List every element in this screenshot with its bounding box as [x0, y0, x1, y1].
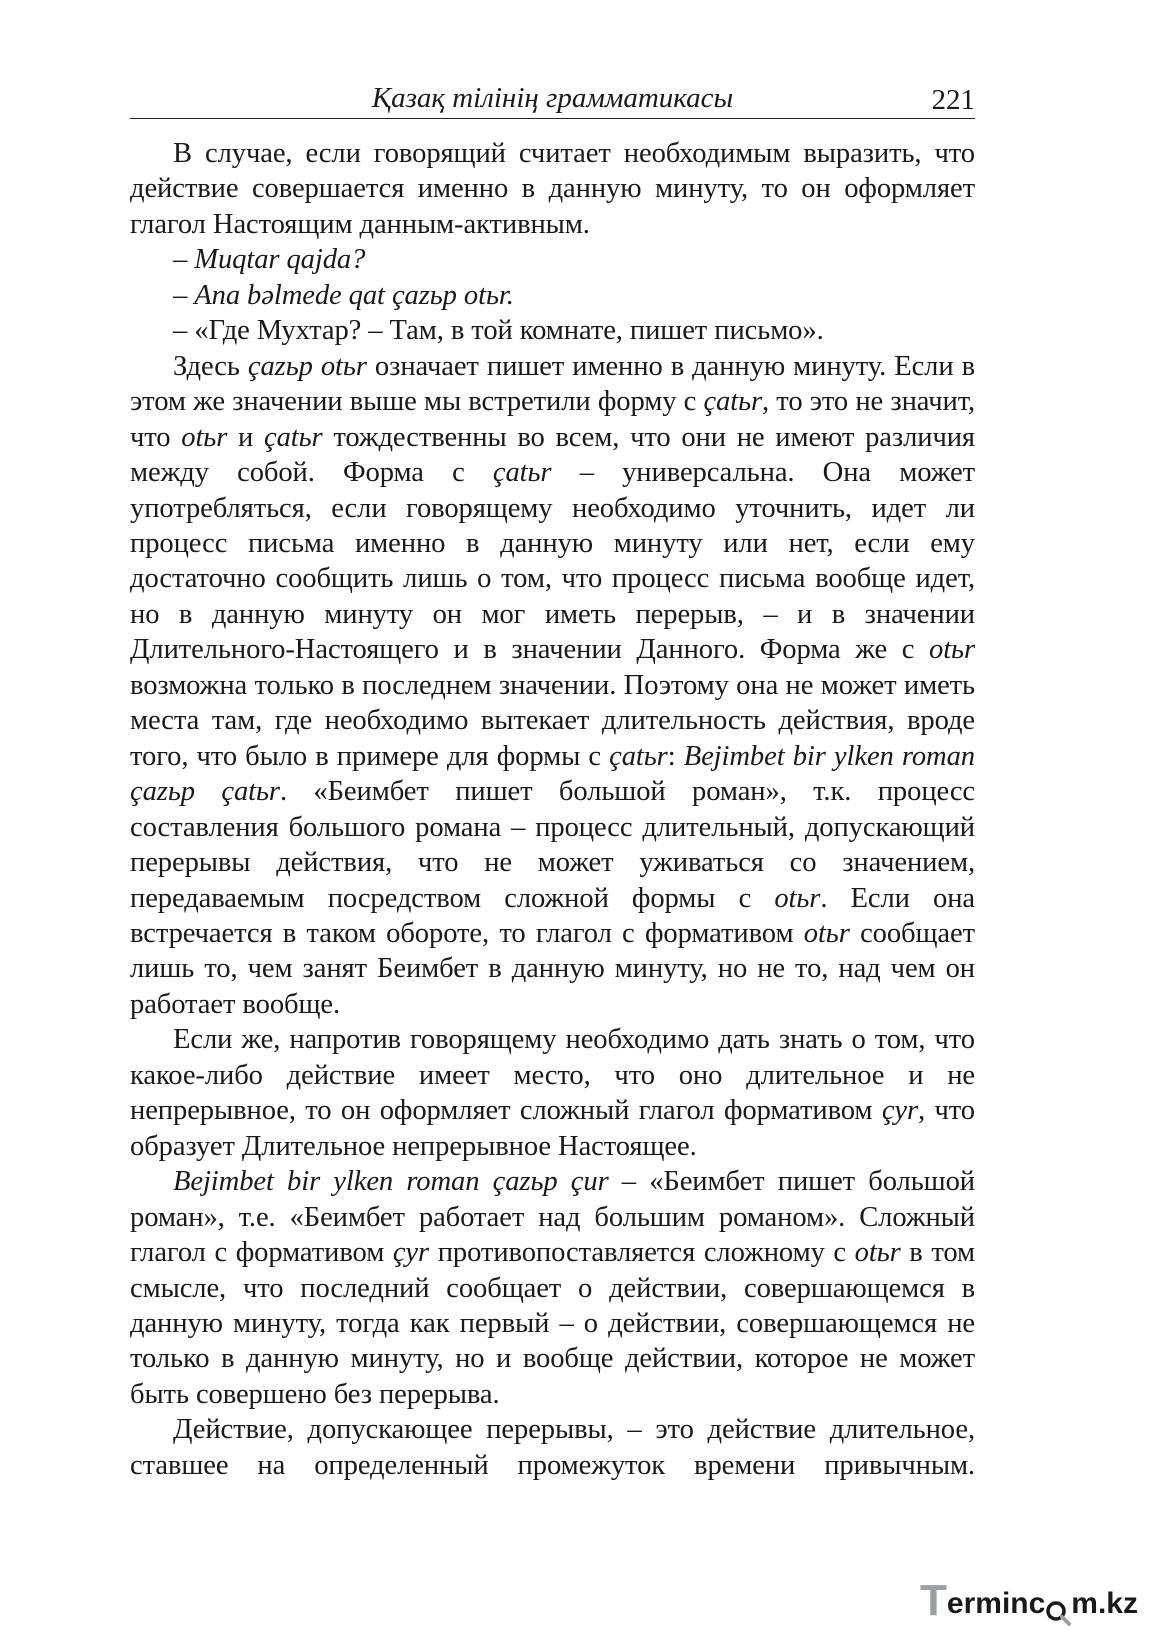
text-run: – «Беимбет пишет большой роман», т.е. «Беимбет работает над большим романом». Сложный глагол с формативом: [130, 1166, 975, 1269]
watermark-letter-t: T: [920, 1576, 947, 1625]
text-run: Здесь: [173, 350, 248, 382]
text-run: означает пишет именно в данную минуту. Если в этом же значении выше мы встретили форму с: [130, 350, 975, 418]
dialogue-line: [130, 313, 975, 348]
text-run: , что образует Длительное непрерывное Настоящее.: [130, 1095, 976, 1162]
text-run: и: [227, 421, 264, 453]
text-run: сообщает лишь то, чем занят Беимбет в данную минуту, но не то, над чем он работает вообще.: [130, 917, 975, 1020]
watermark-text-suffix: m.kz: [1071, 1587, 1138, 1620]
text-run: – «Где Мухтар? – Там, в той комнате, пишет письмо».: [173, 315, 824, 347]
italic-term: otьr: [774, 882, 821, 914]
italic-term: otьr: [854, 1237, 901, 1269]
paragraph: [130, 1022, 975, 1164]
running-title: Қазақ тілінің грамматикасы: [371, 82, 734, 114]
paragraph: [130, 1412, 975, 1483]
text-run: – универсальна. Она может употребляться, если говорящему необходимо уточнить, идет ли процесс письма именно в данную минуту или нет, если ему достаточно сообщить лишь о том, что процесс письма вообще идет, но в данную минуту он мог иметь перерыв, – и в значении Длительного-Настоящего и в значении Данного. Форма же с: [130, 457, 975, 666]
text-run: . «Беимбет пишет большой роман», т.к. процесс составления большого романа – процесс длительный, допускающий перерывы действия, что не может уживаться со значением, передаваемым посредством сложной формы с: [130, 776, 976, 914]
italic-term: Ana bǝlmede qat çazьp otьr.: [194, 279, 514, 311]
magnifier-icon: [1045, 1593, 1071, 1623]
italic-term: çazьp otьr: [247, 350, 367, 382]
italic-term: çatьr: [263, 421, 323, 453]
body-text: [130, 136, 975, 1483]
watermark-text: [947, 1585, 1138, 1623]
italic-term: çatьr: [703, 386, 763, 418]
page-number: 221: [931, 84, 975, 116]
text-run: , то это не значит, что: [130, 386, 975, 453]
italic-term: otьr: [181, 421, 228, 453]
text-run: –: [173, 244, 195, 276]
text-run: Действие, допускающее перерывы, – это действие длительное, ставшее на определенный промежуток времени привычным.: [130, 1414, 975, 1481]
italic-term: Bejimbet bir ylken roman çazьp çatьr: [130, 740, 975, 808]
dialogue-line: [130, 278, 975, 313]
italic-term: çyr: [881, 1095, 919, 1127]
text-run: Если же, напротив говорящему необходимо дать знать о том, что какое-либо действие имеет место, что оно длительное и не непрерывное, то он оформляет сложный глагол формативом: [130, 1024, 975, 1127]
text-run: противопоставляется сложному с: [429, 1237, 855, 1269]
paragraph: [130, 136, 975, 242]
dialogue-line: [130, 242, 975, 277]
italic-term: Muqtar qajda?: [194, 244, 366, 276]
italic-term: otьr: [803, 917, 850, 949]
text-run: . Если она встречается в таком обороте, то глагол с формативом: [130, 882, 975, 949]
italic-term: çatьr: [492, 457, 552, 489]
italic-term: otьr: [929, 634, 975, 666]
text-run: возможна только в последнем значении. Поэтому она не может иметь места там, где необходимо вытекает длительность действия, вроде того, что было в примере для формы с: [130, 669, 975, 772]
italic-term: Bejimbet bir ylken roman çazьp çur: [173, 1166, 609, 1198]
paragraph: [130, 1164, 975, 1412]
paragraph: [130, 349, 975, 1023]
watermark-text-part: erminc: [946, 1587, 1046, 1620]
text-run: в том смысле, что последний сообщает о действии, совершающемся в данную минуту, тогда как первый – о действии, совершающемся не только в данную минуту, но и вообще действии, которое не может быть совершено без перерыва.: [130, 1237, 975, 1410]
italic-term: çatьr: [609, 740, 668, 772]
terminkz-watermark-logo: [920, 1576, 1138, 1625]
running-header: [130, 80, 975, 119]
text-run: –: [173, 279, 195, 311]
text-run: В случае, если говорящий считает необходимым выразить, что действие совершается именно в данную минуту, то он оформляет глагол Настоящим данным-активным.: [130, 138, 975, 240]
text-run: :: [667, 740, 684, 772]
italic-term: çyr: [392, 1237, 430, 1269]
text-run: тождественны во всем, что они не имеют различия между собой. Форма с: [130, 421, 975, 489]
